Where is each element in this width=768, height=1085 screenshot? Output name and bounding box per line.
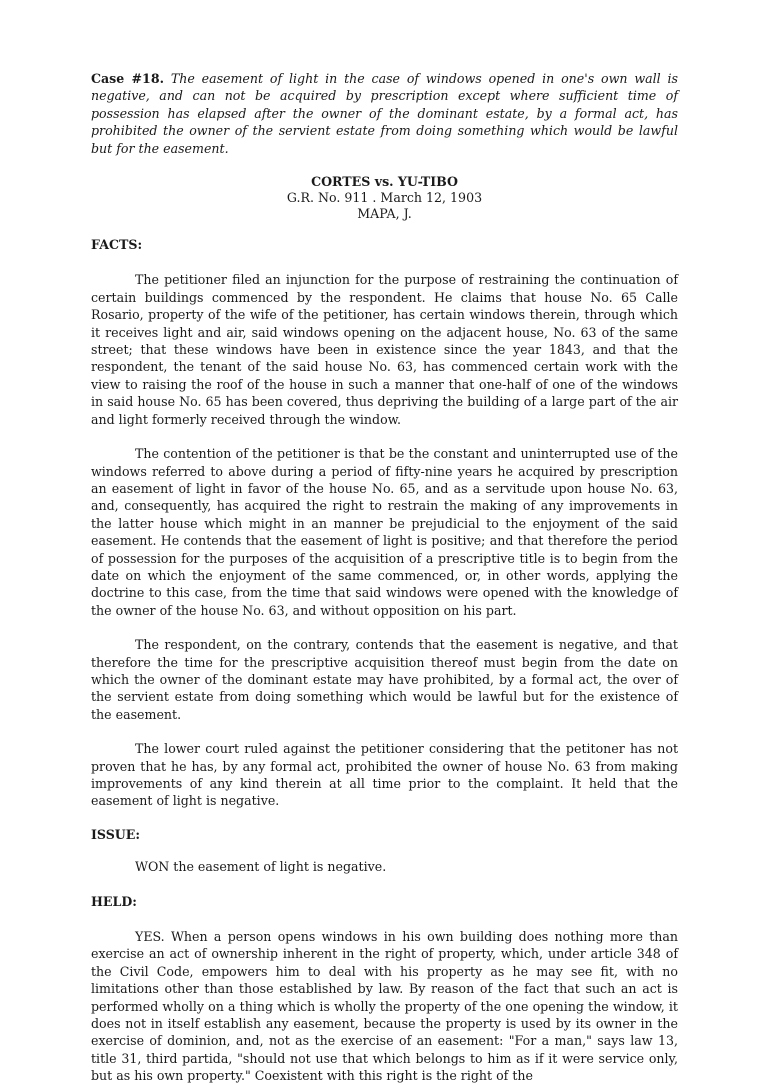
case-intro [91,70,678,157]
held-paragraph: YES. When a person opens windows in his own building does nothing more than exercise an act of ownership inherent in the right of property, which, under article 348 of the Civil Code, empowers him to deal with his property as he may see fit, with no limitations other than those established by law. By reason of the fact that such an act is performed wholly on a thing which is wholly the property of the one opening the window, it does not in itself establish any easement, because the property is used by its owner in the exercise of dominion, and, not as the exercise of an easement: "For a man," says law 13, title 31, third partida, "should not use that which belongs to him as if it were service only, but as his own property." Coexistent with this right is the right of the [91,929,678,1084]
facts-paragraph: The contention of the petitioner is that be the constant and uninterrupted use of the windows referred to above during a period of fifty-nine years he acquired by prescription an easement of light in favor of the house No. 65, and as a servitude upon house No. 63, and, consequently, has acquired the right to restrain the making of any improvements in the latter house which might in an manner be prejudicial to the enjoyment of the said easement. He contends that the easement of light is positive; and that therefore the period of possession for the purposes of the acquisition of a prescriptive title is to begin from the date on which the enjoyment of the same commenced, or, in other words, applying the doctrine to this case, from the time that said windows were opened with the knowledge of the owner of the house No. 63, and without opposition on his part. [91,446,678,618]
case-title-block [91,174,678,222]
case-doctrine-text: The easement of light in the case of windows opened in one's own wall is negative, and can not be acquired by prescription except where sufficient time of possession has elapsed after the owner of the dominant estate, by a formal act, has prohibited the owner of the servient estate from doing something which would be lawful but for the easement. [91,71,678,156]
document-page [91,70,678,1085]
case-gr-number: G.R. No. 911 . March 12, 1903 [286,190,483,206]
issue-heading: ISSUE: [91,826,141,842]
case-justice: MAPA, J. [357,206,412,222]
held-heading: HELD: [91,893,137,909]
facts-paragraph: The lower court ruled against the petitioner considering that the petitoner has not proven that he has, by any formal act, prohibited the owner of house No. 63 from making improvements of any kind therein at all time prior to the complaint. It held that the easement of light is negative. [91,741,678,809]
facts-paragraph: The respondent, on the contrary, contends that the easement is negative, and that therefore the time for the prescriptive acquisition thereof must begin from the date on which the owner of the dominant estate may have prohibited, by a formal act, the over of the servient estate from doing something which would be lawful but for the existence of the easement. [91,637,678,722]
facts-paragraph: The petitioner filed an injunction for the purpose of restraining the continuation of certain buildings commenced by the respondent. He claims that house No. 65 Calle Rosario, property of the wife of the petitioner, has certain windows therein, through which it receives light and air, said windows opening on the adjacent house, No. 63 of the same street; that these windows have been in existence since the year 1843, and that the respondent, the tenant of the said house No. 63, has commenced certain work with the view to raising the roof of the house in such a manner that one-half of one of the windows in said house No. 65 has been covered, thus depriving the building of a large part of the air and light formerly received through the window. [91,272,678,427]
facts-heading: FACTS: [91,237,143,253]
case-title: CORTES vs. YU-TIBO [311,174,458,190]
issue-text: WON the easement of light is negative. [135,859,387,875]
case-number-label: Case #18. [91,71,164,86]
